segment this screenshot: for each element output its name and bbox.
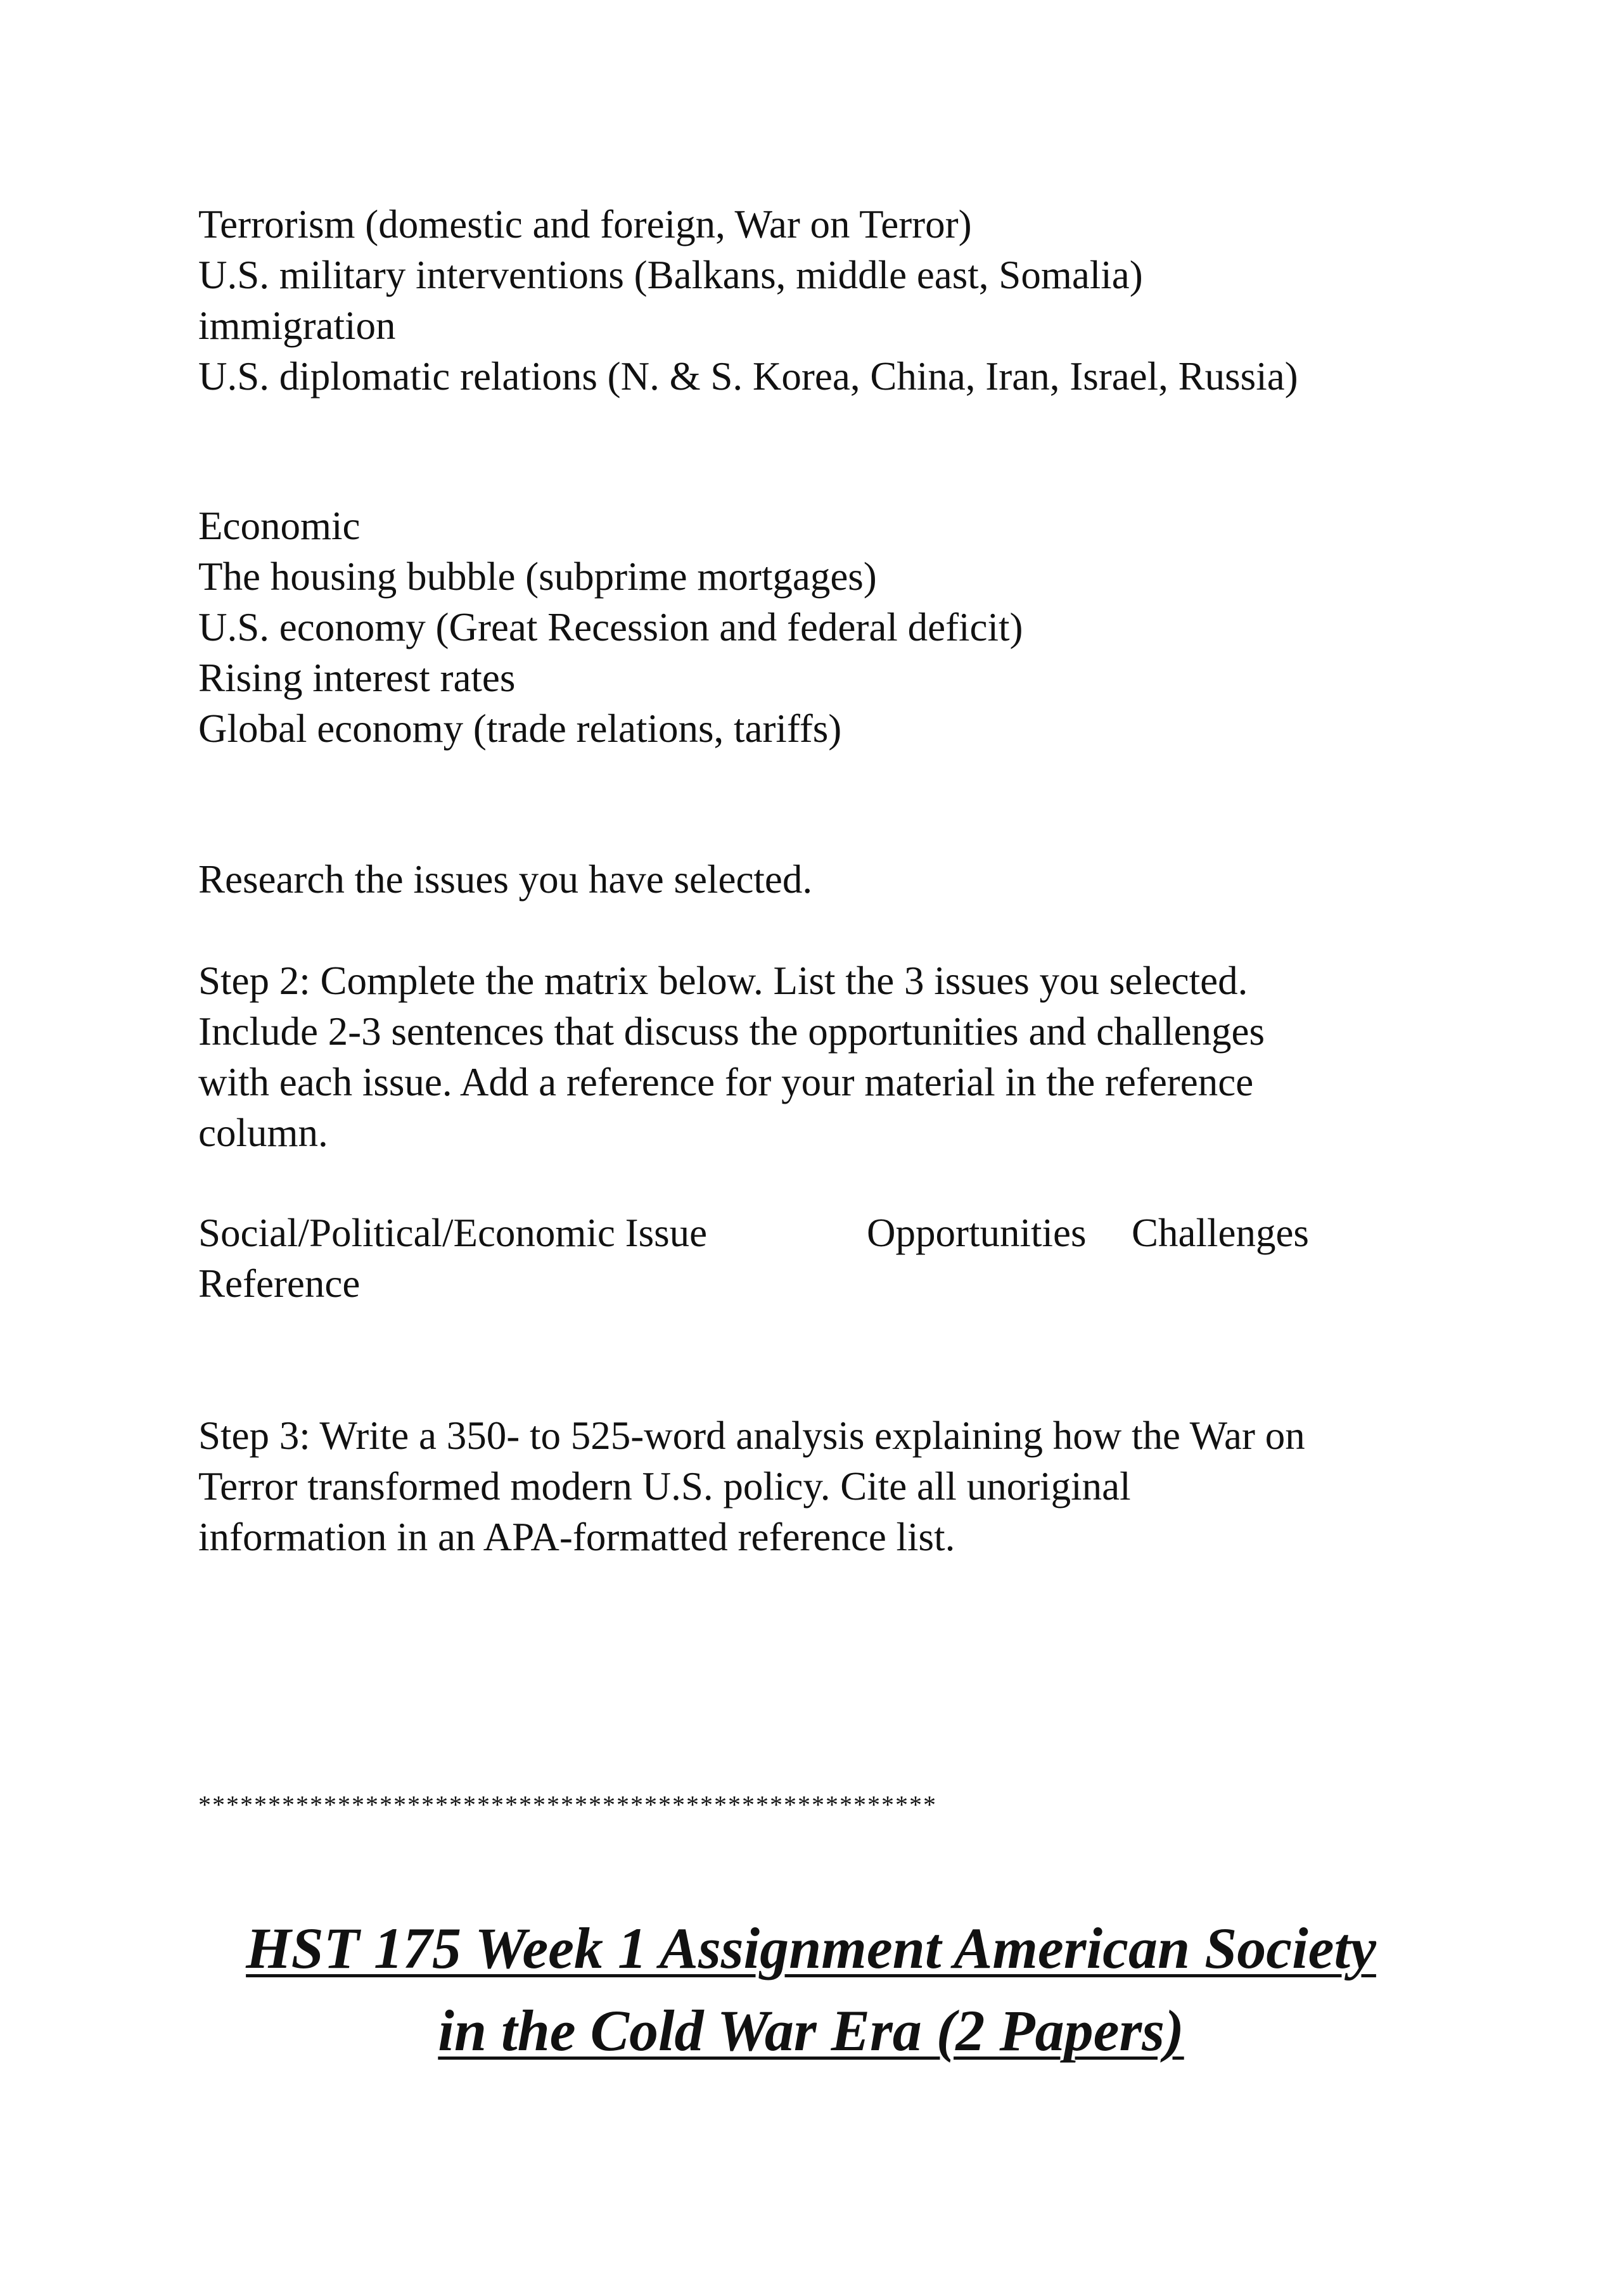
- step2-line-2: Include 2-3 sentences that discuss the opportunities and challenges: [198, 1009, 1265, 1054]
- matrix-header-issue: Social/Political/Economic Issue: [198, 1211, 708, 1255]
- topic-diplomatic-relations: U.S. diplomatic relations (N. & S. Korea, China, Iran, Israel, Russia): [198, 354, 1298, 399]
- title-line-1: HST 175 Week 1 Assignment American Society: [246, 1916, 1376, 1980]
- separator-line: *****************************************************: [198, 1790, 937, 1819]
- title-line-2: in the Cold War Era (2 Papers): [438, 1998, 1184, 2063]
- topic-global-economy: Global economy (trade relations, tariffs): [198, 706, 842, 751]
- matrix-header-challenges: Challenges: [1132, 1211, 1309, 1255]
- topic-interest-rates: Rising interest rates: [198, 656, 516, 700]
- topic-terrorism: Terrorism (domestic and foreign, War on Terror): [198, 202, 972, 246]
- topic-military-interventions: U.S. military interventions (Balkans, middle east, Somalia): [198, 253, 1143, 297]
- matrix-header-opportunities: Opportunities: [867, 1211, 1087, 1255]
- matrix-header-row: [198, 1208, 707, 1258]
- step2-line-1: Step 2: Complete the matrix below. List the 3 issues you selected.: [198, 959, 1248, 1003]
- step2-line-4: column.: [198, 1111, 328, 1155]
- step3-line-1: Step 3: Write a 350- to 525-word analysis explaining how the War on: [198, 1413, 1305, 1458]
- topic-us-economy: U.S. economy (Great Recession and federal deficit): [198, 605, 1023, 649]
- step2-line-3: with each issue. Add a reference for your material in the reference: [198, 1060, 1254, 1104]
- step3-line-3: information in an APA-formatted reference list.: [198, 1515, 955, 1559]
- matrix-header-reference: Reference: [198, 1261, 361, 1306]
- step3-line-2: Terror transformed modern U.S. policy. Cite all unoriginal: [198, 1464, 1131, 1508]
- economic-heading: Economic: [198, 504, 361, 548]
- research-instruction: Research the issues you have selected.: [198, 857, 813, 902]
- topic-housing-bubble: The housing bubble (subprime mortgages): [198, 554, 877, 599]
- topic-immigration: immigration: [198, 303, 396, 348]
